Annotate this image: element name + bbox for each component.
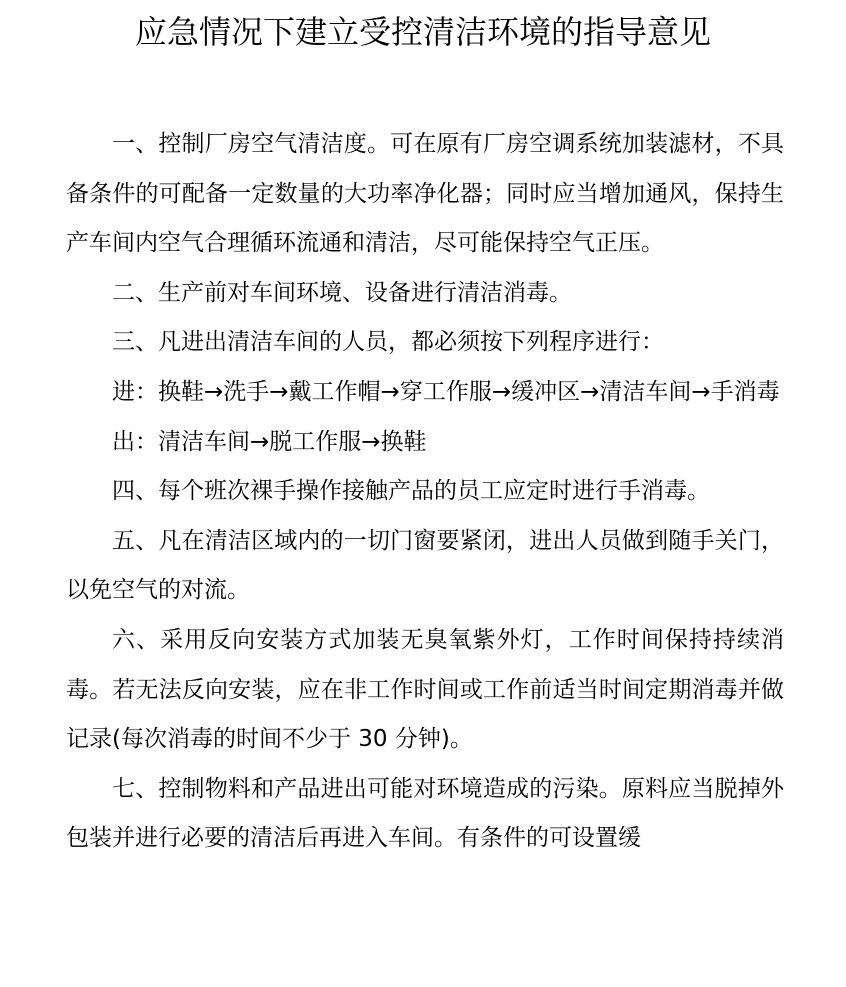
paragraph-entry-procedure: 进：换鞋→洗手→戴工作帽→穿工作服→缓冲区→清洁车间→手消毒 xyxy=(112,378,780,405)
document-body xyxy=(66,120,784,864)
document-title: 应急情况下建立受控清洁环境的指导意见 xyxy=(134,13,711,51)
paragraph-material-control: 七、控制物料和产品进出可能对环境造成的污染。原料应当脱掉外包装并进行必要的清洁后再进入车间。有条件的可设置缓 xyxy=(66,775,784,852)
paragraph-pre-production-disinfection: 二、生产前对车间环境、设备进行清洁消毒。 xyxy=(112,279,572,306)
paragraph-doors-windows: 五、凡在清洁区域内的一切门窗要紧闭，进出人员做到随手关门，以免空气的对流。 xyxy=(66,527,784,604)
paragraph-personnel-procedure: 三、凡进出清洁车间的人员，都必须按下列程序进行： xyxy=(112,329,664,356)
paragraph-uv-lamps: 六、采用反向安装方式加装无臭氧紫外灯，工作时间保持持续消毒。若无法反向安装，应在非工作时间或工作前适当时间定期消毒并做记录(每次消毒的时间不少于 30 分钟)。 xyxy=(66,626,784,753)
paragraph-exit-procedure: 出：清洁车间→脱工作服→换鞋 xyxy=(112,428,427,455)
paragraph-air-cleanliness: 一、控制厂房空气清洁度。可在原有厂房空调系统加装滤材，不具备条件的可配备一定数量的大功率净化器；同时应当增加通风，保持生产车间内空气合理循环流通和清洁，尽可能保持空气正压。 xyxy=(66,131,784,257)
paragraph-hand-disinfection: 四、每个班次裸手操作接触产品的员工应定时进行手消毒。 xyxy=(112,478,710,505)
